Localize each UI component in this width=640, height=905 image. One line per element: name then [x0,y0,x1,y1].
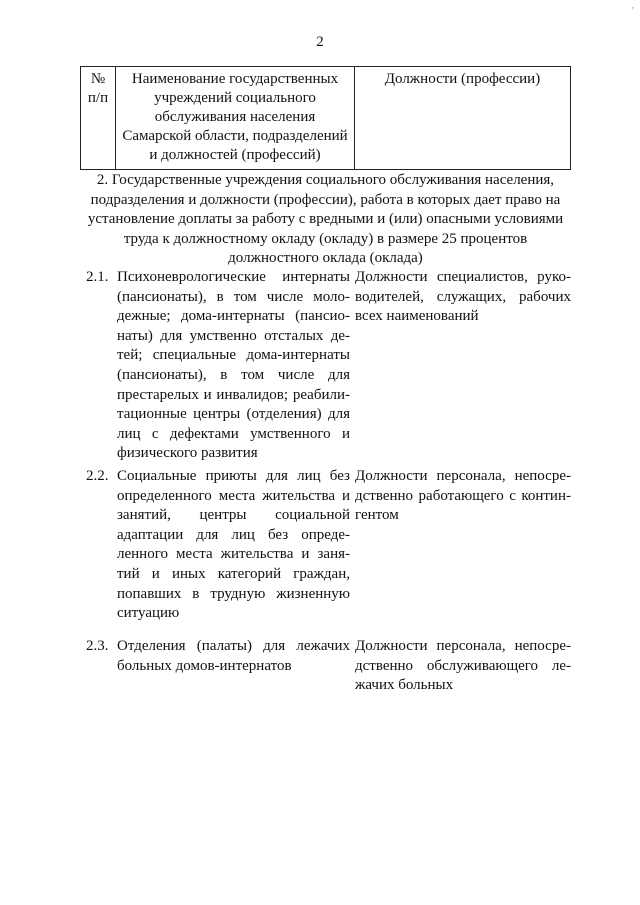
item-institution-line: Социальные приюты для лиц без [117,468,350,484]
item-institution [117,637,350,676]
section-heading-line: подразделения и должности (профессии), работа в которых дает право на [90,191,561,208]
item-institution-line: физического развития [117,445,258,462]
page-number: 2 [316,34,324,50]
section-heading [80,171,571,269]
item-institution [117,268,350,464]
header-col-name-line: Наименование государственных [131,71,339,87]
item-positions-line: гентом [355,507,399,524]
item-positions-line: жачих больных [355,677,454,694]
item-number: 2.1. [86,269,109,285]
item-positions-line: Должности специалистов, руко- [355,269,571,285]
item-positions [355,637,571,696]
item-number: 2.2. [86,468,109,484]
section-heading-line: установление доплаты за работу с вредными и (или) опасными условиями [87,211,564,228]
item-positions-line: водителей, служащих, рабочих [355,288,571,305]
item-positions-line: дственно работающего с контин- [355,487,571,504]
header-col-number-line: п/п [87,90,109,106]
item-institution-line: наты) для умственно отсталых де- [117,327,350,344]
header-col-number [81,67,116,170]
item-institution-line: (пансионаты), в том числе моло- [117,288,350,305]
item-positions-line: дственно обслуживающего ле- [355,657,571,674]
section-heading-line: 2. Государственные учреждения социального обслуживания населения, [96,172,555,188]
item-institution-line: ситуацию [117,605,180,622]
header-col-name [116,67,355,170]
item-institution-line: занятий, центры социальной [117,507,350,524]
item-positions [355,467,571,526]
header-col-name-line: Самарской области, подразделений [122,128,348,144]
item-institution-line: престарелых и инвалидов; реабили- [117,386,350,403]
item-institution-line: Психоневрологические интернаты [117,269,350,285]
item-positions-line: Должности персонала, непосре- [355,638,571,654]
header-col-positions-label: Должности (профессии) [384,71,541,87]
item-institution-line: дежные; дома-интернаты (пансио- [117,308,350,325]
item-positions-line: всех наименований [355,308,479,325]
item-institution-line: определенного места жительства и [117,487,350,504]
item-institution-line: ленного места жительства и заня- [117,546,350,563]
section-heading-line: должностного оклада (оклада) [228,250,423,267]
item-institution-line: адаптации для лиц без опреде- [117,526,350,543]
item-institution-line: Отделения (палаты) для лежачих [117,638,350,654]
header-col-positions [355,67,571,170]
header-col-number-line: № [90,71,106,87]
edge-mark: ' [632,6,634,17]
item-institution-line: больных домов-интернатов [117,657,292,674]
item-institution-line: попавших в трудную жизненную [117,585,350,602]
item-institution-line: (пансионаты), в том числе для [117,366,350,383]
item-institution-line: тей; специальные дома-интернаты [117,347,350,364]
header-col-name-line: и должностей (профессий) [149,147,321,163]
item-institution-line: лиц с дефектами умственного и [117,425,350,442]
header-col-name-line: обслуживания населения [154,109,316,125]
item-institution [117,467,350,624]
item-number: 2.3. [86,638,109,654]
header-col-name-line: учреждений социального [154,90,316,106]
item-institution-line: тий и иных категорий граждан, [117,565,350,582]
header-table [80,66,571,170]
item-positions [355,268,571,327]
item-institution-line: тационные центры (отделения) для [117,406,350,423]
item-positions-line: Должности персонала, непосре- [355,468,571,484]
section-heading-line: труда к должностному окладу (окладу) в размере 25 процентов [123,230,528,247]
